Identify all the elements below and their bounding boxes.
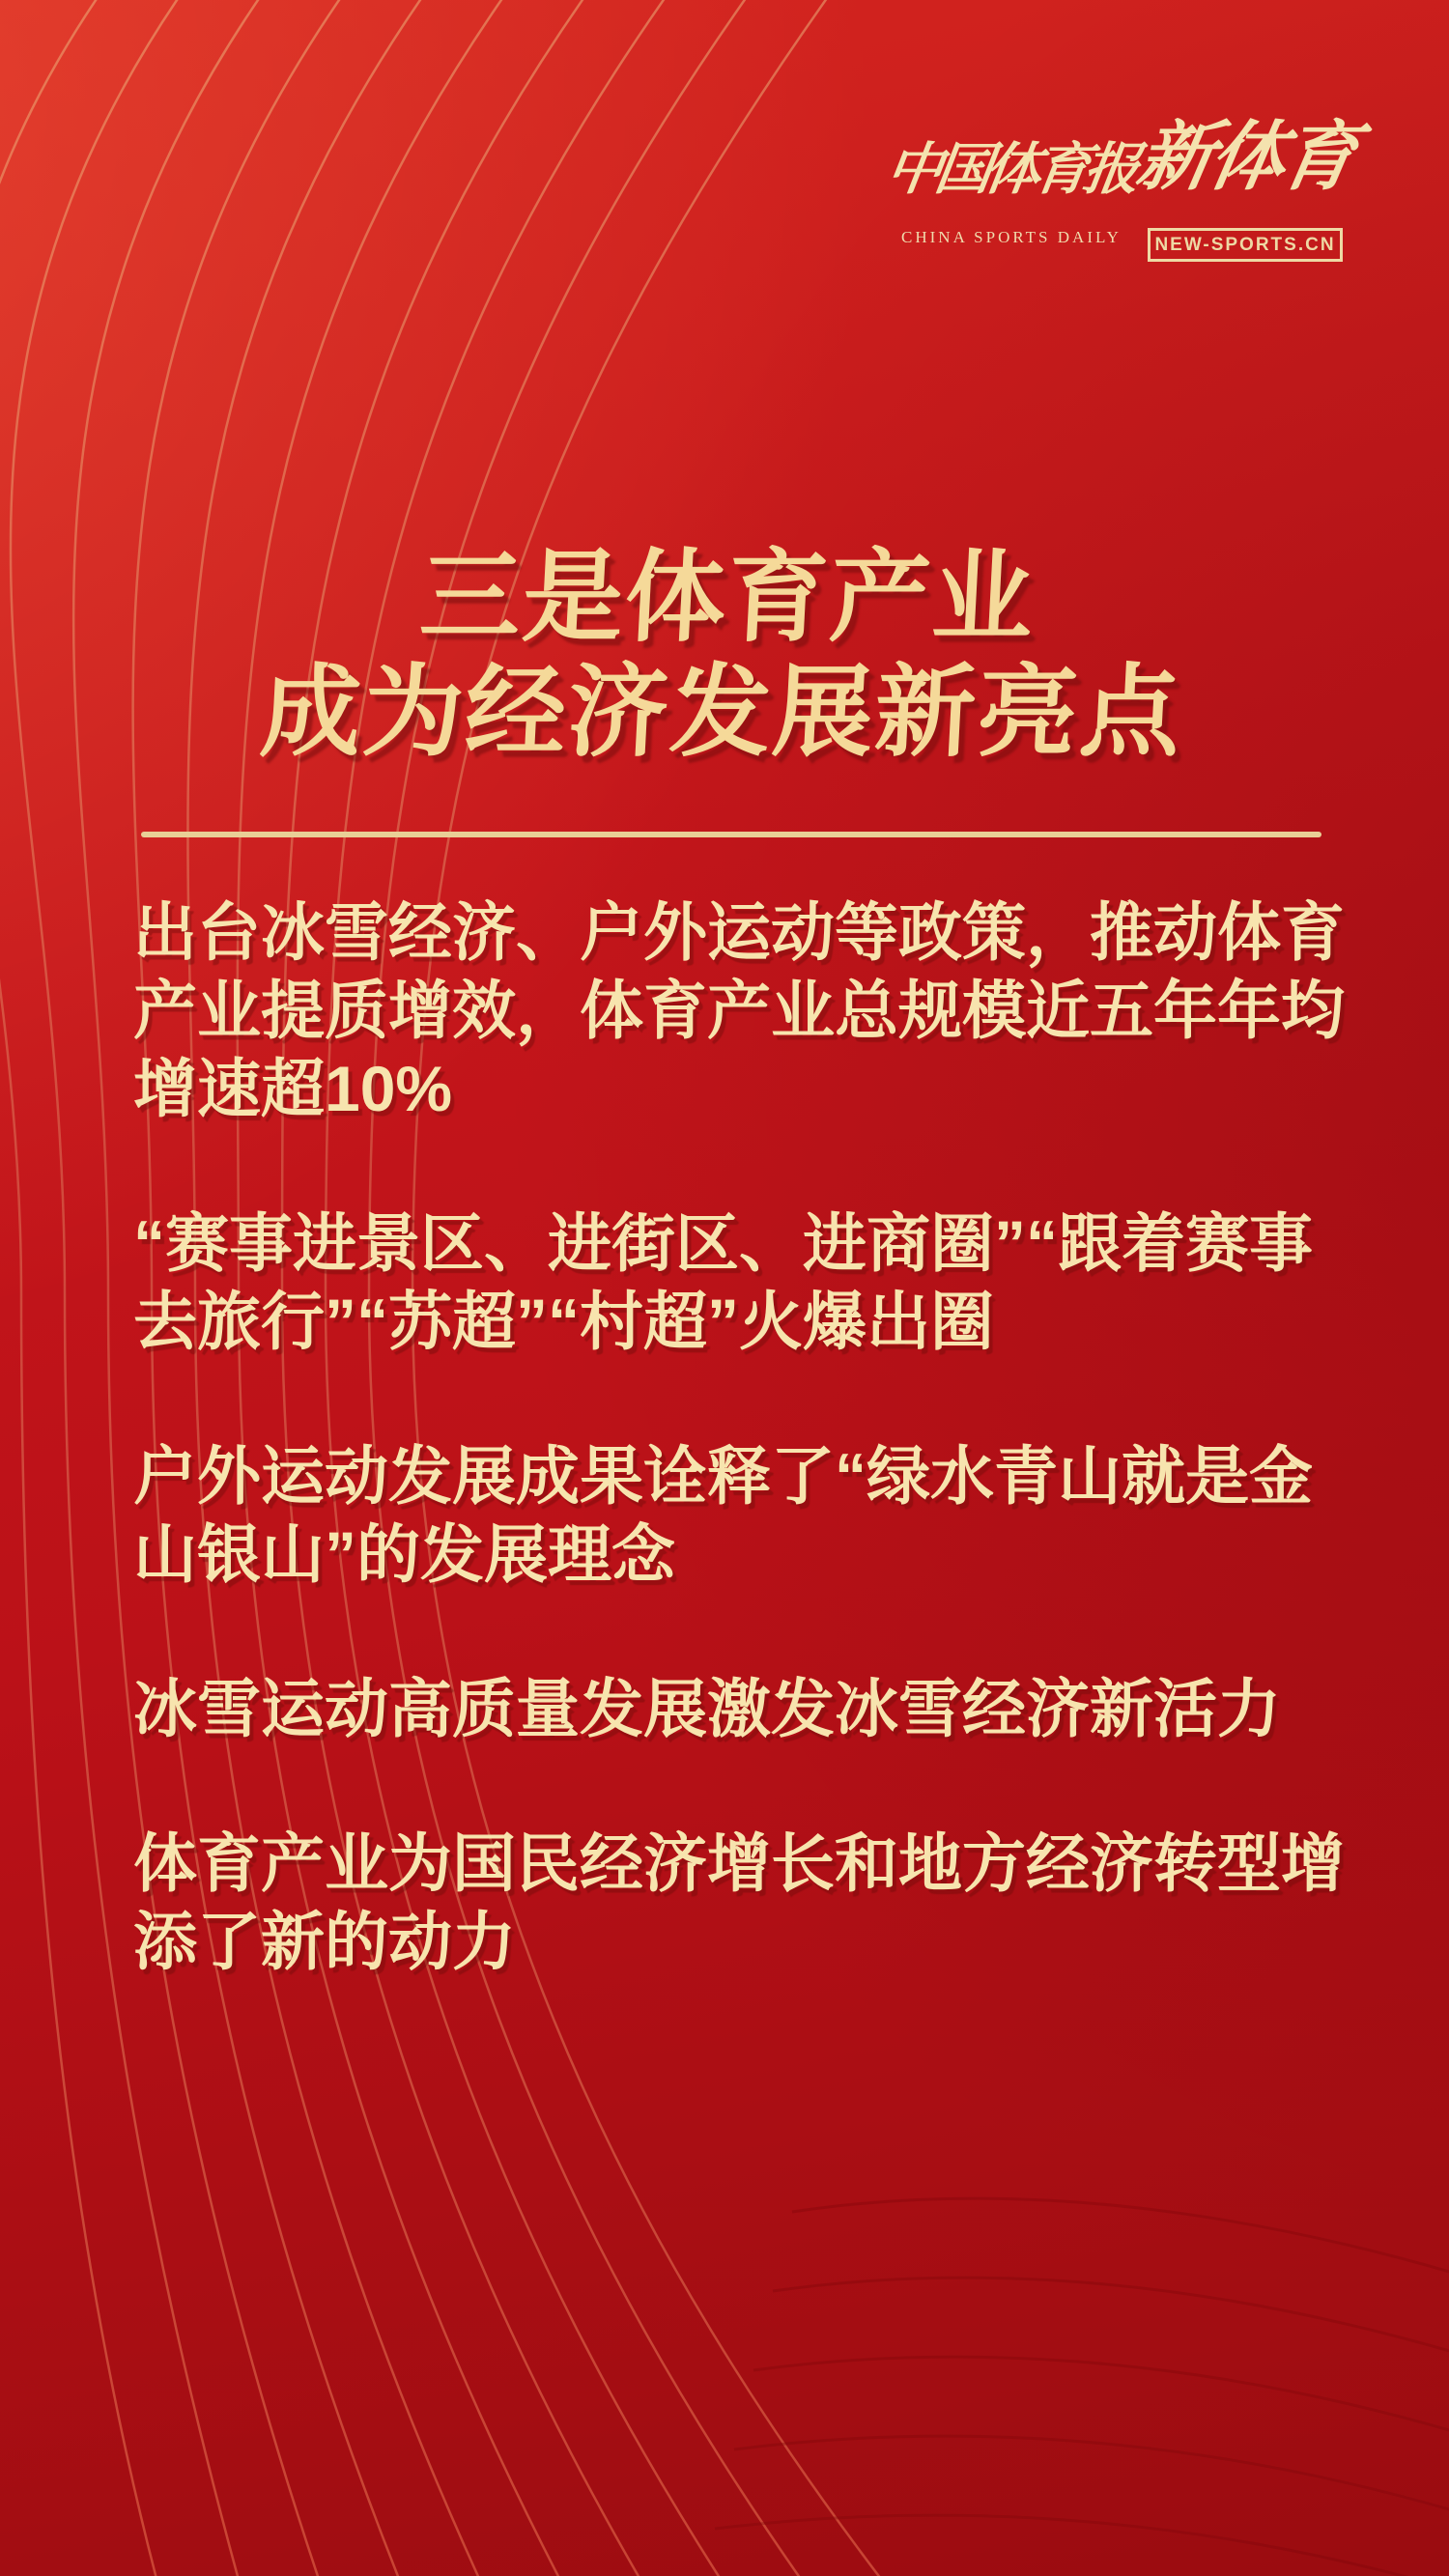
logo-new-sports: 新体育 (1131, 114, 1361, 199)
bullet-paragraph-4: 冰雪运动高质量发展激发冰雪经济新活力 (133, 1673, 1281, 1744)
headline-line-1: 三是体育产业 (417, 542, 1038, 654)
bullet-paragraph-3: 户外运动发展成果诠释了“绿水青山就是金山银山”的发展理念 (133, 1440, 1313, 1590)
logo-china-sports-daily: 中国体育报 (882, 138, 1138, 201)
bullet-paragraph-2: “赛事进景区、进街区、进商圈”“跟着赛事去旅行”“苏超”“村超”火爆出圈 (133, 1207, 1313, 1357)
logo-china-sports-daily-tagline: CHINA SPORTS DAILY (901, 228, 1122, 246)
bullet-paragraph-5: 体育产业为国民经济增长和地方经济转型增添了新的动力 (133, 1827, 1345, 1977)
headline (0, 541, 1449, 771)
bullet-list (133, 893, 1362, 2057)
logo-new-sports-url-badge: NEW-SPORTS.CN (1148, 228, 1343, 262)
headline-line-2: 成为经济发展新亮点 (257, 657, 1185, 769)
title-divider (141, 832, 1321, 837)
bullet-paragraph-1: 出台冰雪经济、户外运动等政策，推动体育产业提质增效，体育产业总规模近五年年均增速超10% (133, 896, 1345, 1124)
